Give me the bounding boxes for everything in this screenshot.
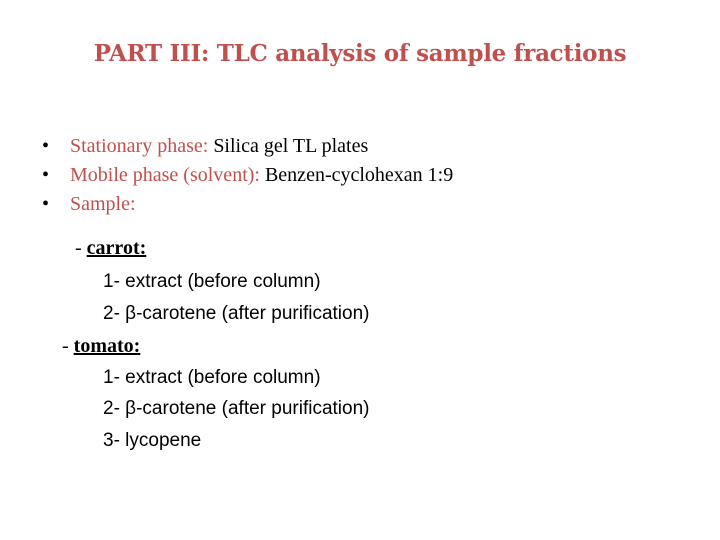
carrot-header	[75, 232, 146, 264]
tomato-name: tomato:	[73, 335, 141, 357]
bullet-icon: •	[42, 164, 50, 186]
bullet-list	[40, 132, 453, 219]
tomato-item-1: 1- extract (before column)	[103, 367, 321, 388]
slide-title: PART III: TLC analysis of sample fractions	[93, 40, 627, 67]
carrot-dash: -	[75, 237, 87, 259]
carrot-item-1: 1- extract (before column)	[103, 271, 321, 292]
mobile-phase-label: Mobile phase (solvent):	[70, 164, 260, 186]
mobile-phase-value: Benzen-cyclohexan 1:9	[259, 164, 454, 186]
tomato-item-2: 2- β-carotene (after purification)	[103, 398, 370, 419]
sample-label: Sample:	[70, 193, 136, 215]
tomato-dash: -	[62, 335, 74, 357]
tomato-item-3: 3- lycopene	[103, 430, 202, 451]
carrot-item-2: 2- β-carotene (after purification)	[103, 303, 370, 324]
bullet-stationary-phase	[40, 132, 453, 161]
bullet-mobile-phase	[40, 161, 453, 190]
bullet-sample	[40, 190, 453, 219]
carrot-name: carrot:	[86, 237, 147, 259]
tomato-header	[62, 330, 140, 362]
stationary-phase-value: Silica gel TL plates	[208, 135, 369, 157]
bullet-icon: •	[42, 135, 50, 157]
stationary-phase-label: Stationary phase:	[70, 135, 209, 157]
bullet-icon: •	[42, 193, 50, 215]
